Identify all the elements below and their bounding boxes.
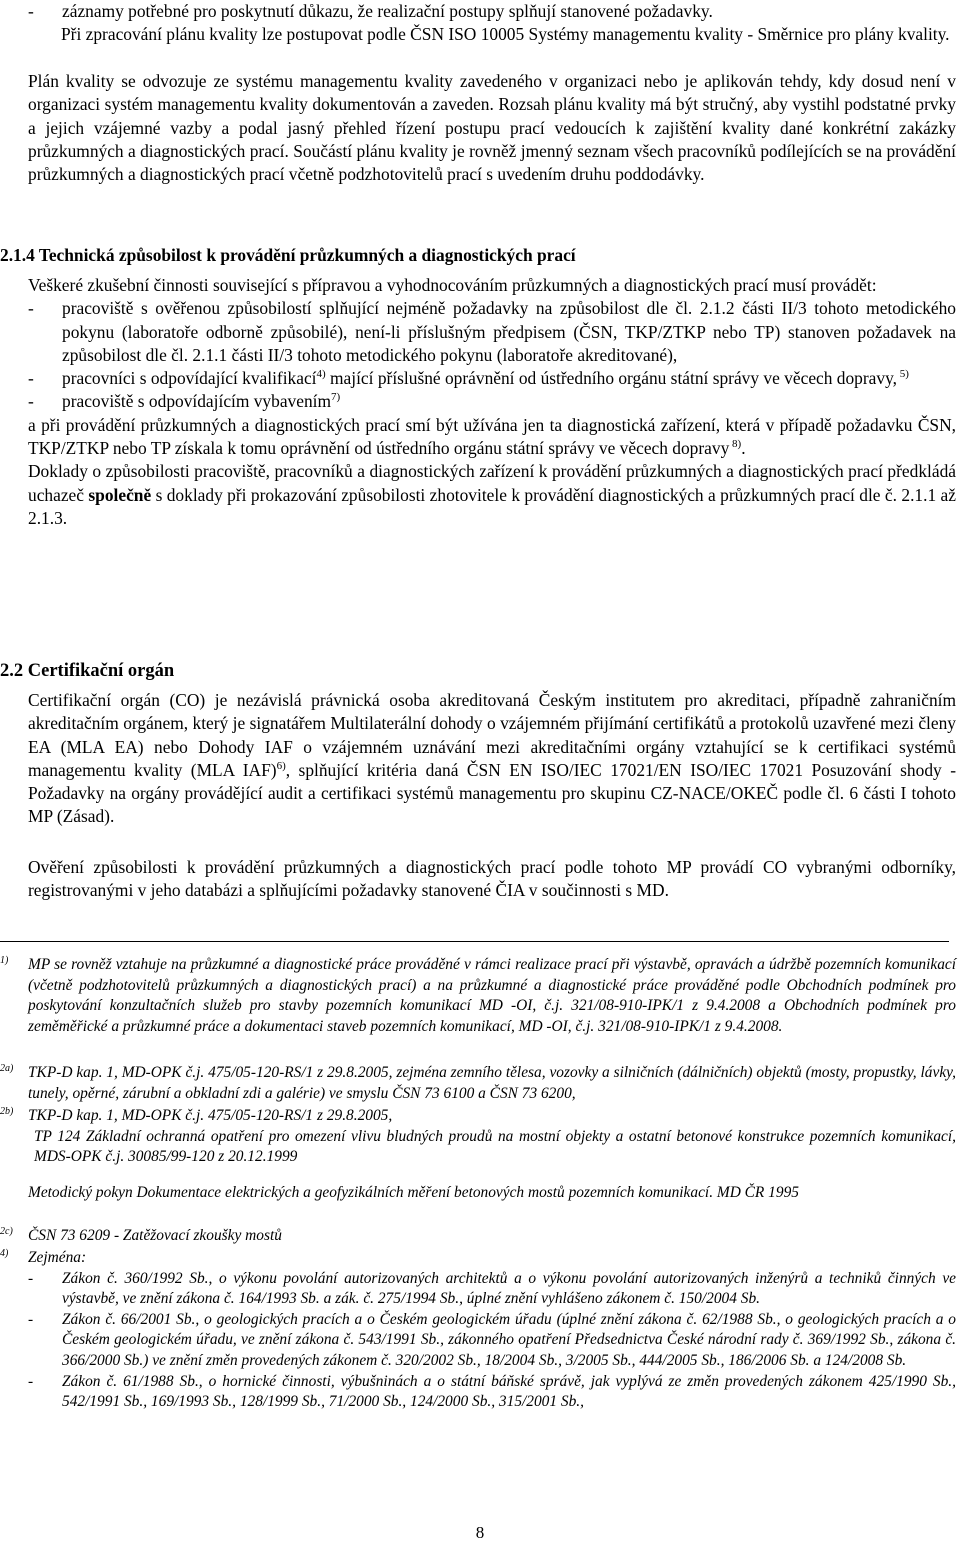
footnote-1: 1) MP se rovněž vztahuje na průzkumné a diagnostické práce prováděné v rámci realizace prací při výstavbě, opravách a údržbě pozemních komunikací (včetně podzhotovitelů průzkumných a diagnostických prací) a na průzkumné a diagnostické práce prováděné podle Obchodních podmínek pro poskytování konzultačních služeb pro stavby pozemních komunikací MD -OI, č.j. 321/08-910-IPK/1 z 9.4.2008 a Obchodních podmínek pro zeměměřické a průzkumné práce a dokumentaci staveb pozemních komunikací, MD -OI, č.j. 321/08-910-IPK/1 z 9.4.2008. bbox=[0, 955, 956, 1035]
section-2-2-verification bbox=[28, 856, 956, 903]
paragraph-iso-10005: Při zpracování plánu kvality lze postupovat podle ČSN ISO 10005 Systémy managementu kvality - Směrnice pro plány kvality. bbox=[61, 24, 950, 45]
list-item: - Zákon č. 61/1988 Sb., o hornické činnosti, výbušninách a o státní báňské správě, jak vyplývá ze změn provedených zákonem 425/1990 Sb., 542/1991 Sb., 169/1993 Sb., 128/1999 Sb., 71/2000 Sb., 124/2000 Sb., 315/2001 Sb., bbox=[28, 1372, 956, 1413]
list-item: - záznamy potřebné pro poskytnutí důkazu, že realizační postupy splňují stanovené požadavky. bbox=[28, 0, 956, 23]
section-heading: 2.2 Certifikační orgán bbox=[0, 661, 175, 681]
list-item: - pracoviště s odpovídajícím vybavením$^{7)}$ bbox=[28, 390, 956, 413]
paragraph-testing-activities: Veškeré zkušební činnosti související s přípravou a vyhodnocováním průzkumných a diagnostických prací musí provádět: bbox=[28, 275, 877, 295]
list-item: - Zákon č. 66/2001 Sb., o geologických pracích a o Českém geologickém úřadu (úplné znění zákona č. 62/1988 Sb., o geologických pracích a o Českém geologickém úřadu, ve znění zákona č. 543/1991 Sb., zákonného opatření Předsednictva České národní rady č. 369/1992 Sb., zákona č. 366/2000 Sb.) ve znění změn provedených zákonem č. 320/2002 Sb., 18/2004 Sb., 3/2005 Sb., 444/2005 Sb., 186/2006 Sb. a 124/2008 Sb. bbox=[28, 1310, 956, 1372]
intro-block bbox=[28, 0, 956, 47]
list-item: - pracoviště s ověřenou způsobilostí splňující nejméně požadavky na způsobilost dle čl. 2.1.2 části II/3 tohoto metodického pokynu (laboratoře odborně způsobilé), není-li příslušným předpisem (ČSN, TKP/ZTKP nebo TP) stanoven požadavek na způsobilost dle čl. 2.1.1 části II/3 tohoto metodického pokynu (laboratoře akreditované), bbox=[28, 297, 956, 367]
section-2-2 bbox=[0, 660, 956, 683]
section-heading: 2.1.4 Technická způsobilost k provádění průzkumných a diagnostických prací bbox=[0, 245, 576, 265]
paragraph-verification: Ověření způsobilosti k provádění průzkumných a diagnostických prací podle tohoto MP provádí CO vybranými odborníky, registrovanými v jeho databázi a splňujícími požadavky stanovené ČIA v součinnosti s MD. bbox=[28, 857, 956, 901]
list-item: - pracovníci s odpovídající kvalifikací$^{4)}$ mající příslušné oprávnění od ústředního orgánu státní správy ve věcech dopravy, $^{5)}$ bbox=[28, 367, 956, 390]
footnote-2c: 2c) ČSN 73 6209 - Zatěžovací zkoušky mostů bbox=[0, 1226, 282, 1244]
paragraph-proof-of-competence: Doklady o způsobilosti pracoviště, pracovníků a diagnostických zařízení k provádění průzkumných a diagnostických prací předkládá uchazeč společně s doklady při prokazování způsobilosti zhotovitele k provádění diagnostických a průzkumných prací dle č. 2.1.1 až 2.1.3. bbox=[28, 461, 956, 528]
footnote-4: 4) Zejména: - Zákon č. 360/1992 Sb., o výkonu povolání autorizovaných architektů a o výkonu povolání autorizovaných inženýrů a techniků činných ve výstavbě, ve znění zákona č. 164/1993 Sb. a zák. č. 275/1994 Sb., úplné znění vyhlášeno zákonem č. 150/2004 Sb. - Zákon č. 66/2001 Sb., o geologických pracích a o Českém geologickém úřadu (úplné znění zákona č. 62/1988 Sb., o geologických pracích a o Českém geologickém úřadu, ve znění zákona č. 543/1991 Sb., zákonného opatření Předsednictva České národní rady č. 369/1992 Sb., zákona č. 366/2000 Sb.) ve znění změn provedených zákonem č. 320/2002 Sb., 18/2004 Sb., 3/2005 Sb., 444/2005 Sb., 186/2006 Sb. a 124/2008 Sb. - Zákon č. 61/1988 Sb., o hornické činnosti, výbušninách a o státní báňské správě, jak vyplývá ze změn provedených zákonem 425/1990 Sb., 542/1991 Sb., 169/1993 Sb., 128/1999 Sb., 71/2000 Sb., 124/2000 Sb., 315/2001 Sb., bbox=[0, 1248, 956, 1413]
paragraph-certification-body: Certifikační orgán (CO) je nezávislá právnická osoba akreditovaná Českým institutem pro akreditaci, případně zahraničním akreditačním orgánem, který je signatářem Multilaterální dohody o vzájemném přijímání certifikátů a protokolů uzavřené mezi členy EA (MLA EA) nebo Dohody IAF o vzájemném uznávání mezi akreditačními orgány vztahující se k certifikaci systémů managementu kvality (MLA IAF)$^{6)}$, splňující kritéria daná ČSN EN ISO/IEC 17021/EN ISO/IEC 17021 Posuzování shody - Požadavky na orgány provádějící audit a certifikaci systémů managementu pro skupinu CZ-NACE/OKEČ podle čl. 6 části I tohoto MP (Zásad). bbox=[28, 690, 956, 827]
section-2-1-4-body bbox=[28, 274, 956, 530]
list-item: - Zákon č. 360/1992 Sb., o výkonu povolání autorizovaných architektů a o výkonu povolání autorizovaných inženýrů a techniků činných ve výstavbě, ve znění zákona č. 164/1993 Sb. a zák. č. 275/1994 Sb., úplné znění vyhlášeno zákonem č. 150/2004 Sb. bbox=[28, 1269, 956, 1310]
footnote-method: Metodický pokyn Dokumentace elektrických a geofyzikálních měření betonových mostů pozemních komunikací. MD ČR 1995 bbox=[28, 1184, 799, 1201]
footnote-separator bbox=[0, 941, 949, 942]
footnote-4-list bbox=[0, 1269, 956, 1413]
section-2-2-body bbox=[28, 689, 956, 829]
paragraph-diagnostic-devices: a při provádění průzkumných a diagnostických prací smí být užívána jen ta diagnostická zařízení, která v případě požadavku ČSN, TKP/ZTKP nebo TP získala k tomu oprávnění od ústředního orgánu státní správy ve věcech dopravy $^{8)}$. bbox=[28, 414, 956, 459]
section-2-1-4 bbox=[0, 244, 956, 267]
footnote-2b: 2b) TKP-D kap. 1, MD-OPK č.j. 475/05-120-RS/1 z 29.8.2005, TP 124 Základní ochranná opatření pro omezení vlivu bludných proudů na mostní objekty a ostatní betonové konstrukce pozemních komunikací, MDS-OPK č.j. 30085/99-120 z 20.12.1999 bbox=[0, 1106, 956, 1166]
paragraph-quality-plan: Plán kvality se odvozuje ze systému managementu kvality zavedeného v organizaci nebo je aplikován tehdy, kdy dosud není v organizaci systém managementu kvality dokumentován a zaveden. Rozsah plánu kvality má být stručný, aby vystihl podstatné prvky a jejich vzájemné vazby a podal jasný přehled řízení postupu prací vedoucích k zajištění kvality dané konkrétní zakázky průzkumných a diagnostických prací. Součástí plánu kvality je rovněž jmenný seznam všech pracovníků podílejících se na provádění průzkumných a diagnostických prací včetně podzhotovitelů prací s uvedením druhu poddodávky. bbox=[28, 71, 956, 185]
page-number: 8 bbox=[475, 1523, 485, 1542]
footnote-2a: 2a) TKP-D kap. 1, MD-OPK č.j. 475/05-120-RS/1 z 29.8.2005, zejména zemního tělesa, vozovky a silničních (dálničních) objektů (mosty, propustky, lávky, tunely, opěrné, zárubní a obkladní zdi a galérie) ve smyslu ČSN 73 6100 a ČSN 73 6200, bbox=[0, 1063, 956, 1102]
quality-plan-block bbox=[28, 70, 956, 186]
